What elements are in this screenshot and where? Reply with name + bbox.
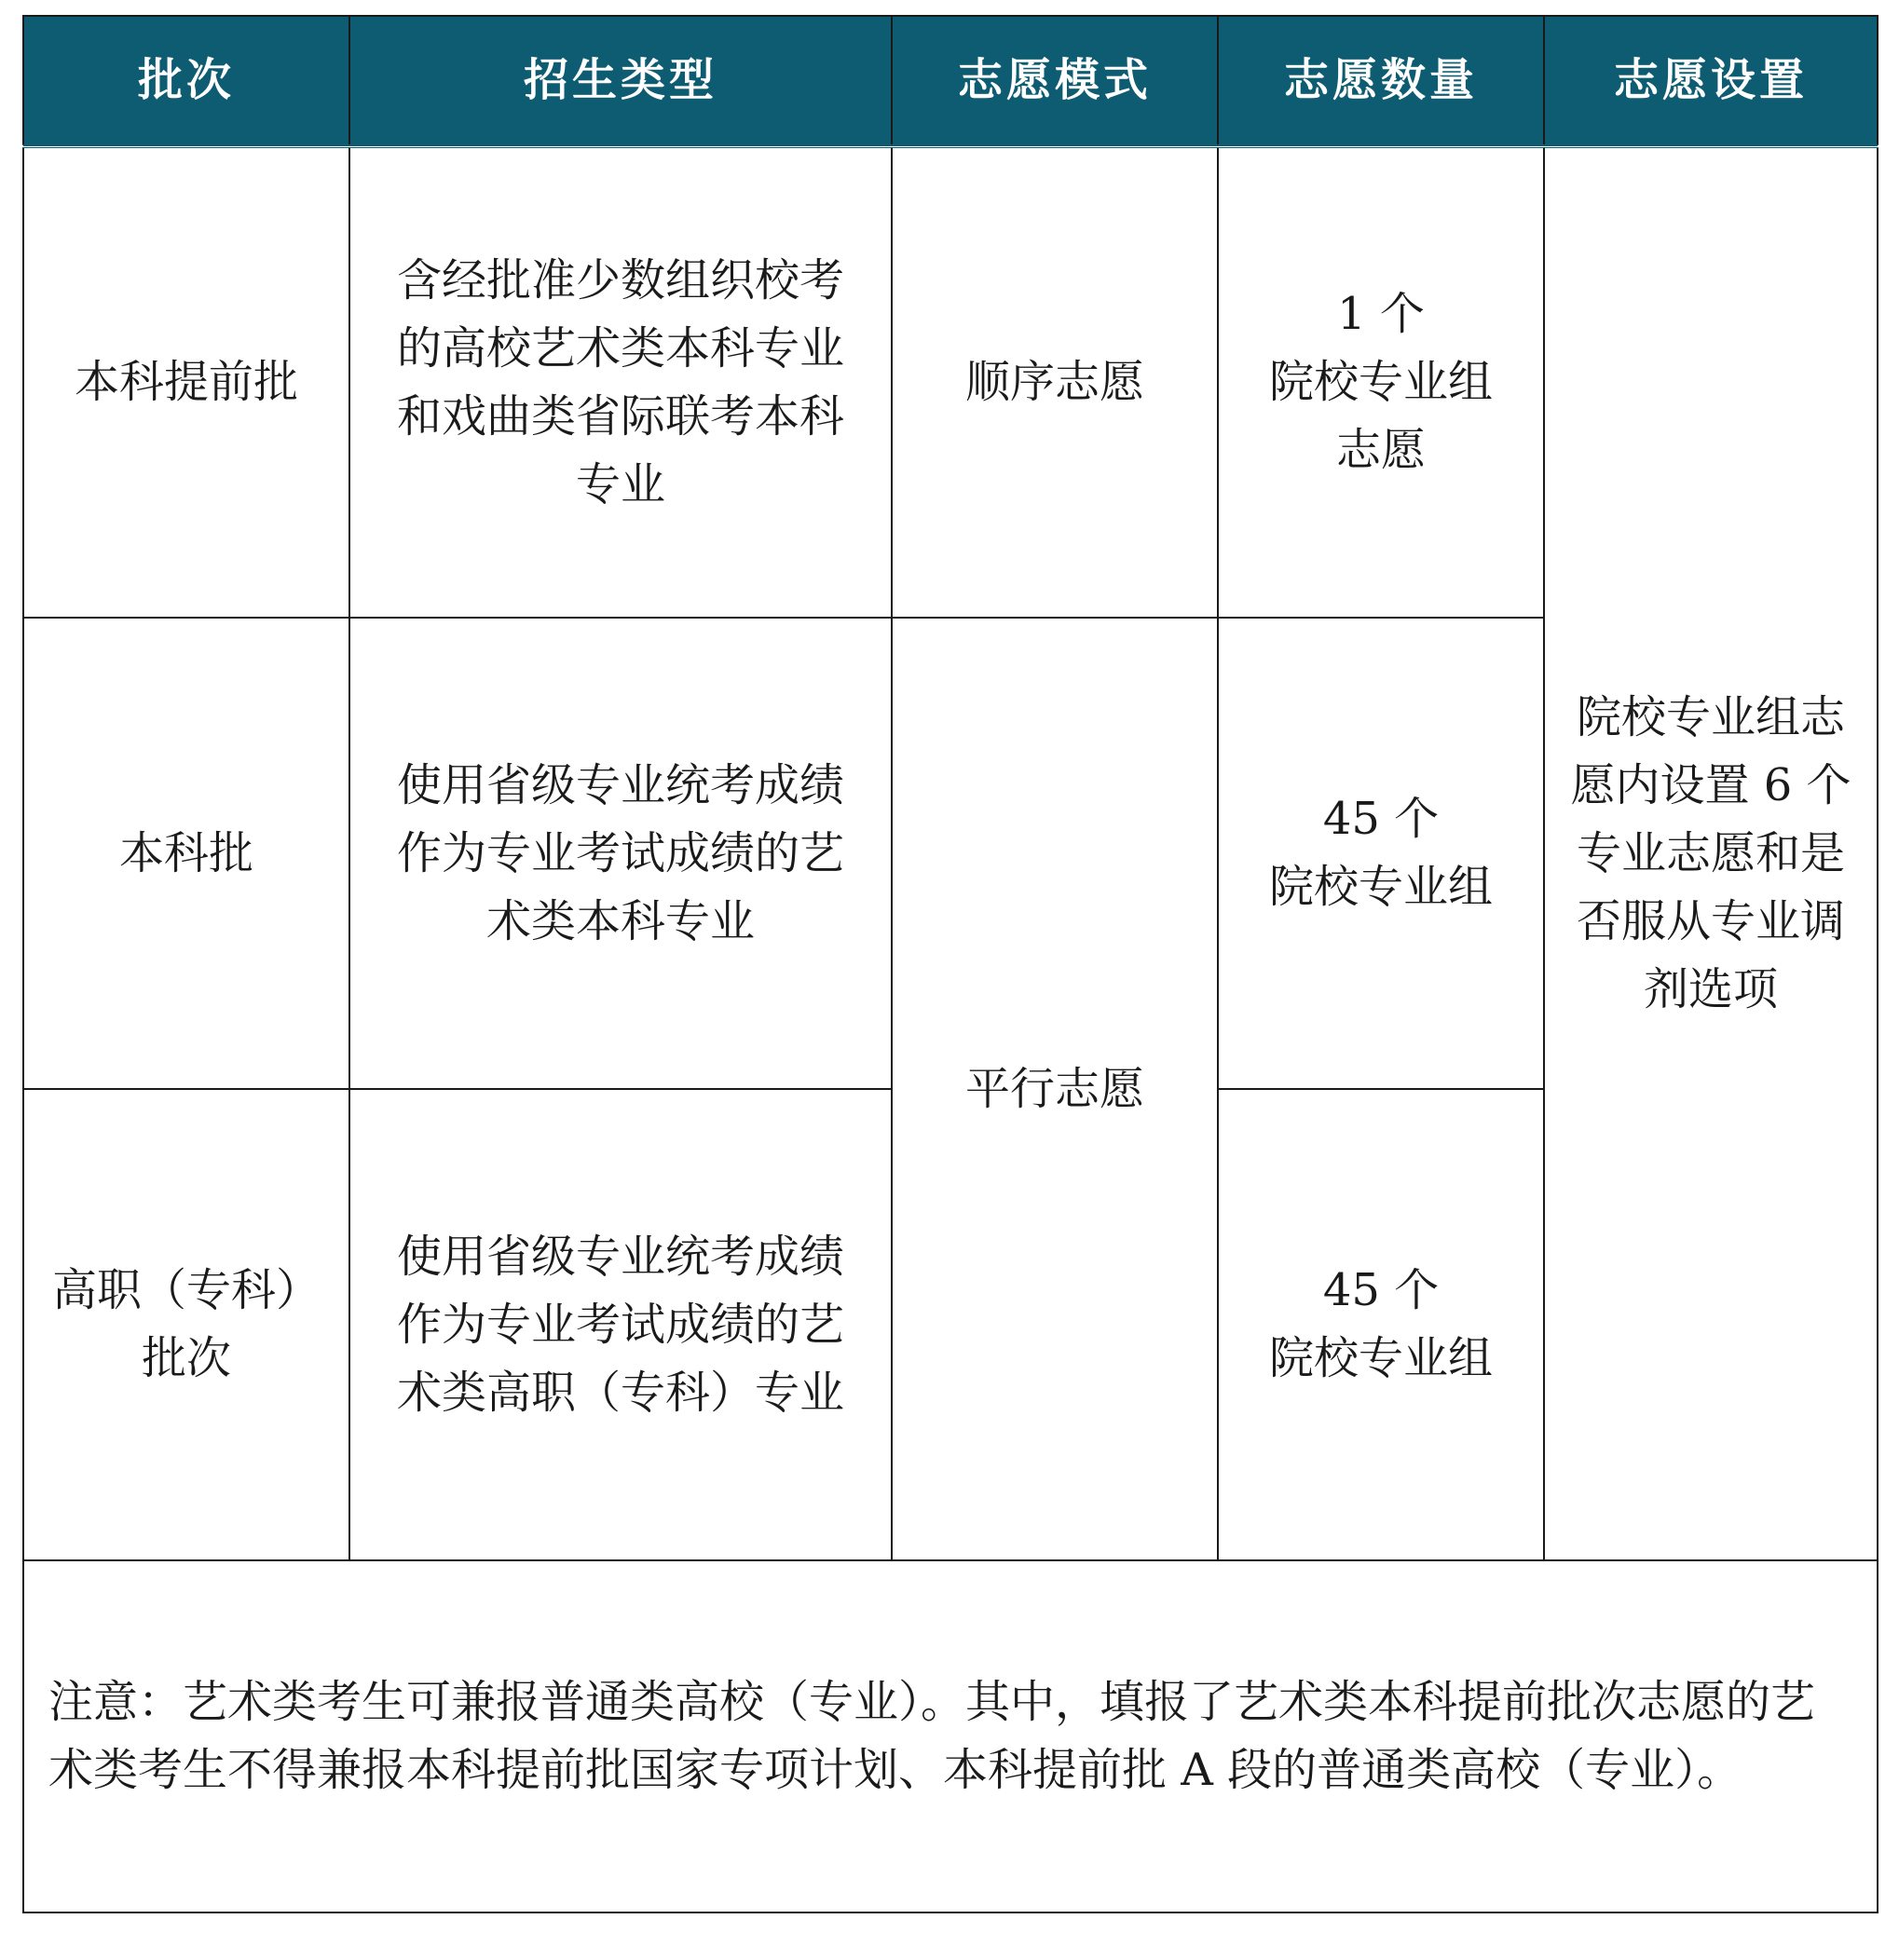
- header-batch: 批次: [23, 16, 349, 146]
- table-row: [23, 146, 1878, 618]
- admission-type-cell: 使用省级专业统考成绩作为专业考试成绩的艺术类高职（专科）专业: [349, 1089, 892, 1560]
- quantity-text: 院校专业组: [1268, 1332, 1493, 1384]
- batch-cell: [23, 1089, 349, 1560]
- batch-line-2: 批次: [141, 1332, 231, 1384]
- header-volunteer-setting: 志愿设置: [1544, 16, 1878, 146]
- volunteer-mode-cell: 顺序志愿: [892, 146, 1218, 618]
- header-admission-type: 招生类型: [349, 16, 892, 146]
- batch-cell: 本科批: [23, 618, 349, 1089]
- batch-line-1: 高职（专科）: [51, 1264, 321, 1316]
- quantity-text: 院校专业组志愿: [1268, 356, 1493, 476]
- quantity-count: 45 个: [1322, 1264, 1440, 1316]
- table-header-row: [23, 16, 1878, 146]
- batch-cell: 本科提前批: [23, 146, 349, 618]
- volunteer-quantity-cell: [1218, 146, 1544, 618]
- quantity-count: 1 个: [1337, 288, 1425, 340]
- header-volunteer-mode: 志愿模式: [892, 16, 1218, 146]
- quantity-text: 院校专业组: [1268, 861, 1493, 913]
- note-row: [23, 1560, 1878, 1912]
- admission-type-cell: 使用省级专业统考成绩作为专业考试成绩的艺术类本科专业: [349, 618, 892, 1089]
- volunteer-quantity-cell: [1218, 1089, 1544, 1560]
- volunteer-setting-cell: 院校专业组志愿内设置 6 个专业志愿和是否服从专业调剂选项: [1544, 146, 1878, 1560]
- volunteer-mode-cell: 平行志愿: [892, 618, 1218, 1560]
- admission-type-cell: 含经批准少数组织校考的高校艺术类本科专业和戏曲类省际联考本科专业: [349, 146, 892, 618]
- header-volunteer-quantity: 志愿数量: [1218, 16, 1544, 146]
- volunteer-quantity-cell: [1218, 618, 1544, 1089]
- note-text: 注意：艺术类考生可兼报普通类高校（专业）。其中，填报了艺术类本科提前批次志愿的艺术类考生不得兼报本科提前批国家专项计划、本科提前批 A 段的普通类高校（专业）。: [23, 1560, 1878, 1912]
- admission-volunteer-table: [22, 15, 1879, 1913]
- quantity-count: 45 个: [1322, 793, 1440, 845]
